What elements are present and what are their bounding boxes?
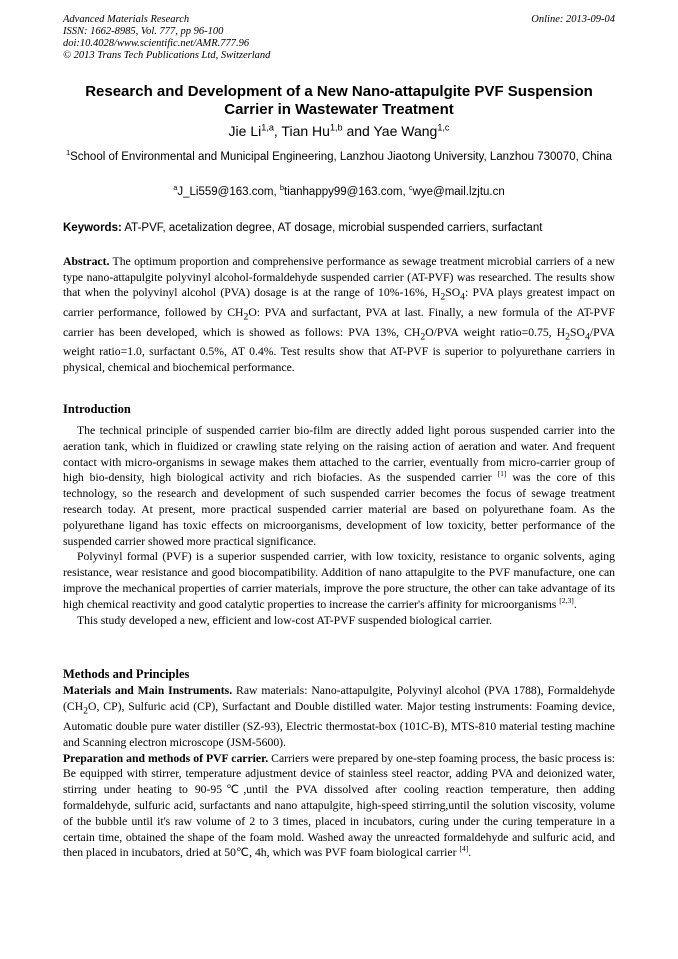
affiliation-marker: 1: [65, 148, 71, 158]
online-date: Online: 2013-09-04: [531, 14, 615, 25]
issn-line: ISSN: 1662-8985, Vol. 777, pp 96-100: [63, 26, 224, 37]
email-a[interactable]: J_Li559@163.com,: [177, 186, 280, 198]
subscript: 2: [440, 291, 446, 303]
abstract-text: SO: [570, 325, 585, 339]
abstract: [63, 254, 615, 375]
affiliation: [63, 150, 615, 165]
journal-name: Advanced Materials Research: [63, 14, 190, 25]
keywords-text: AT-PVF, acetalization degree, AT dosage, microbial suspended carriers, surfactant: [121, 222, 543, 234]
paper-title: [63, 83, 615, 118]
paragraph-text: .: [573, 597, 577, 611]
author-2-marker: 1,b: [329, 122, 343, 133]
preparation-label: Preparation and methods of PVF carrier.: [63, 751, 269, 765]
email-c[interactable]: wye@mail.lzjtu.cn: [412, 186, 505, 198]
intro-paragraph-1: [63, 423, 615, 549]
abstract-text: /PVA weight ratio=1.0, surfactant 0.5%, AT 0.4%. Test results show that AT-PVF is superior to polyurethane carriers in physical, chemical and biochemical performance.: [63, 325, 615, 374]
author-separator: ,: [273, 123, 282, 139]
title-line-1: Research and Development of a New Nano-attapulgite PVF Suspension: [85, 83, 593, 100]
keywords-label: Keywords:: [63, 222, 122, 234]
abstract-text: O/PVA weight ratio=0.75, H: [425, 325, 566, 339]
paragraph-text: The technical principle of suspended carrier bio-film are directly added light porous suspended carrier into the aeration tank, which in fluidized or crawling state relying on the raising action of aeration and water. And frequent contact with micro-organisms in sewage makes them attached to the carrier, eventually from micro-carrier group of high bio-density, high biological activity and rich biofacies. As the suspended carrier: [63, 424, 615, 485]
subscript: 2: [83, 705, 89, 717]
paragraph-text: O, CP), Sulfuric acid (CP), Surfactant and Double distilled water. Major testing instruments: Foaming device, Automatic double pure water distiller (SZ-93), Electric thermostat-box (101C-B), MTS-810 material testing machine and Scanning electron microscope (JSM-5600).: [63, 699, 615, 749]
methods-body: [63, 683, 615, 861]
copyright-line: © 2013 Trans Tech Publications Ltd, Switzerland: [63, 50, 271, 61]
keywords: [63, 221, 615, 236]
paragraph-text: Carriers were prepared by one-step foaming process, the basic process is: Be equipped with stirrer, temperature adjustment device of stainless steel reactor, adding PVA and deionized water, stirring under heating to 90-95℃,until the PVA dissolved after cooling reaction temperature, then adding formaldehyde, sulfuric acid, surfactants and nano attapulgite, high-speed stirring,until the solution viscosity, volume of the bubble until it's raw volume of 2 to 3 times, placed in incubators, curing under the curing temperature in a certain time, obtained the shape of the foam mold. Washed away the unreacted formaldehyde and sulfuric acid, and then placed in incubators, dried at 50℃, 4h, which was PVF foam biological carrier: [63, 751, 615, 860]
email-b[interactable]: tianhappy99@163.com,: [284, 186, 409, 198]
email-marker: a: [173, 183, 178, 193]
subscript: 4: [460, 291, 466, 303]
paragraph-text: Polyvinyl formal (PVF) is a superior suspended carrier, with low toxicity, resistance to organic solvents, aging resistance, wear resistance and good biocompatibility. Addition of nano attapulgite to the PVF manufacture, one can improve the mechanical properties of carrier materials, improve the pore structure, the other can take advantage of its high chemical reactivity and good catalytic properties to increase the carrier's affinity for microorganisms: [63, 550, 615, 611]
materials-label: Materials and Main Instruments.: [63, 684, 233, 697]
materials-paragraph: [63, 683, 615, 751]
doi-line[interactable]: doi:10.4028/www.scientific.net/AMR.777.96: [63, 38, 250, 49]
paragraph-text: was the core of this technology, so the research and development of such suspended carrier becomes the focus of sewage treatment research today. At present, more practical suspended carrier material are based on polyurethane foam. As the polyurethane ligand has toxic effects on microorganisms, development of low toxicity, better performance of the suspended carrier showed more practical significance.: [63, 471, 616, 548]
subscript: 2: [420, 330, 426, 342]
intro-paragraph-3: This study developed a new, efficient and low-cost AT-PVF suspended biological carrier.: [77, 613, 493, 627]
citation[interactable]: [1]: [497, 469, 507, 479]
abstract-text: The optimum proportion and comprehensive performance as sewage treatment microbial carriers of a new type nano-attapulgite polyvinyl alcohol-formaldehyde suspended carrier (AT-PVF) was researched. The results show that when the polyvinyl alcohol (PVA) dosage is at the range of 10%-16%, H: [63, 255, 615, 299]
author-emails: [63, 185, 615, 200]
email-marker: c: [408, 183, 413, 193]
subscript: 2: [243, 311, 249, 323]
preparation-paragraph: [63, 751, 615, 862]
abstract-text: O: PVA and surfactant, PVA at last. Finally, a new formula of the AT-PVF carrier has been developed, which is showed as follows: PVA 13%, CH: [63, 305, 615, 339]
subscript: 4: [584, 330, 590, 342]
subscript: 2: [565, 330, 571, 342]
affiliation-text: School of Environmental and Municipal Engineering, Lanzhou Jiaotong University, Lanzhou 730070, China: [70, 151, 613, 163]
author-3: Yae Wang: [373, 123, 438, 139]
citation[interactable]: [4]: [459, 844, 469, 854]
author-1: Jie Li: [228, 123, 262, 139]
journal-header: [63, 14, 615, 62]
introduction-heading: Introduction: [63, 402, 131, 416]
abstract-label: Abstract.: [63, 255, 110, 268]
author-list: [63, 123, 615, 140]
author-separator: and: [342, 123, 374, 139]
author-2: Tian Hu: [281, 123, 330, 139]
intro-paragraph-2: [63, 549, 615, 612]
author-1-marker: 1,a: [261, 122, 274, 133]
paragraph-text: .: [468, 846, 472, 860]
author-3-marker: 1,c: [437, 122, 450, 133]
title-line-2: Carrier in Wastewater Treatment: [224, 100, 454, 118]
introduction-body: [63, 423, 615, 628]
methods-heading: Methods and Principles: [63, 667, 190, 681]
citation[interactable]: [2,3]: [559, 595, 574, 605]
email-marker: b: [279, 183, 284, 193]
abstract-text: : PVA plays greatest impact on carrier performance, followed by CH: [63, 286, 616, 319]
paragraph-text: Raw materials: Nano-attapulgite, Polyvinyl alcohol (PVA 1788), Formaldehyde (CH: [63, 684, 615, 713]
abstract-text: SO: [445, 286, 461, 299]
